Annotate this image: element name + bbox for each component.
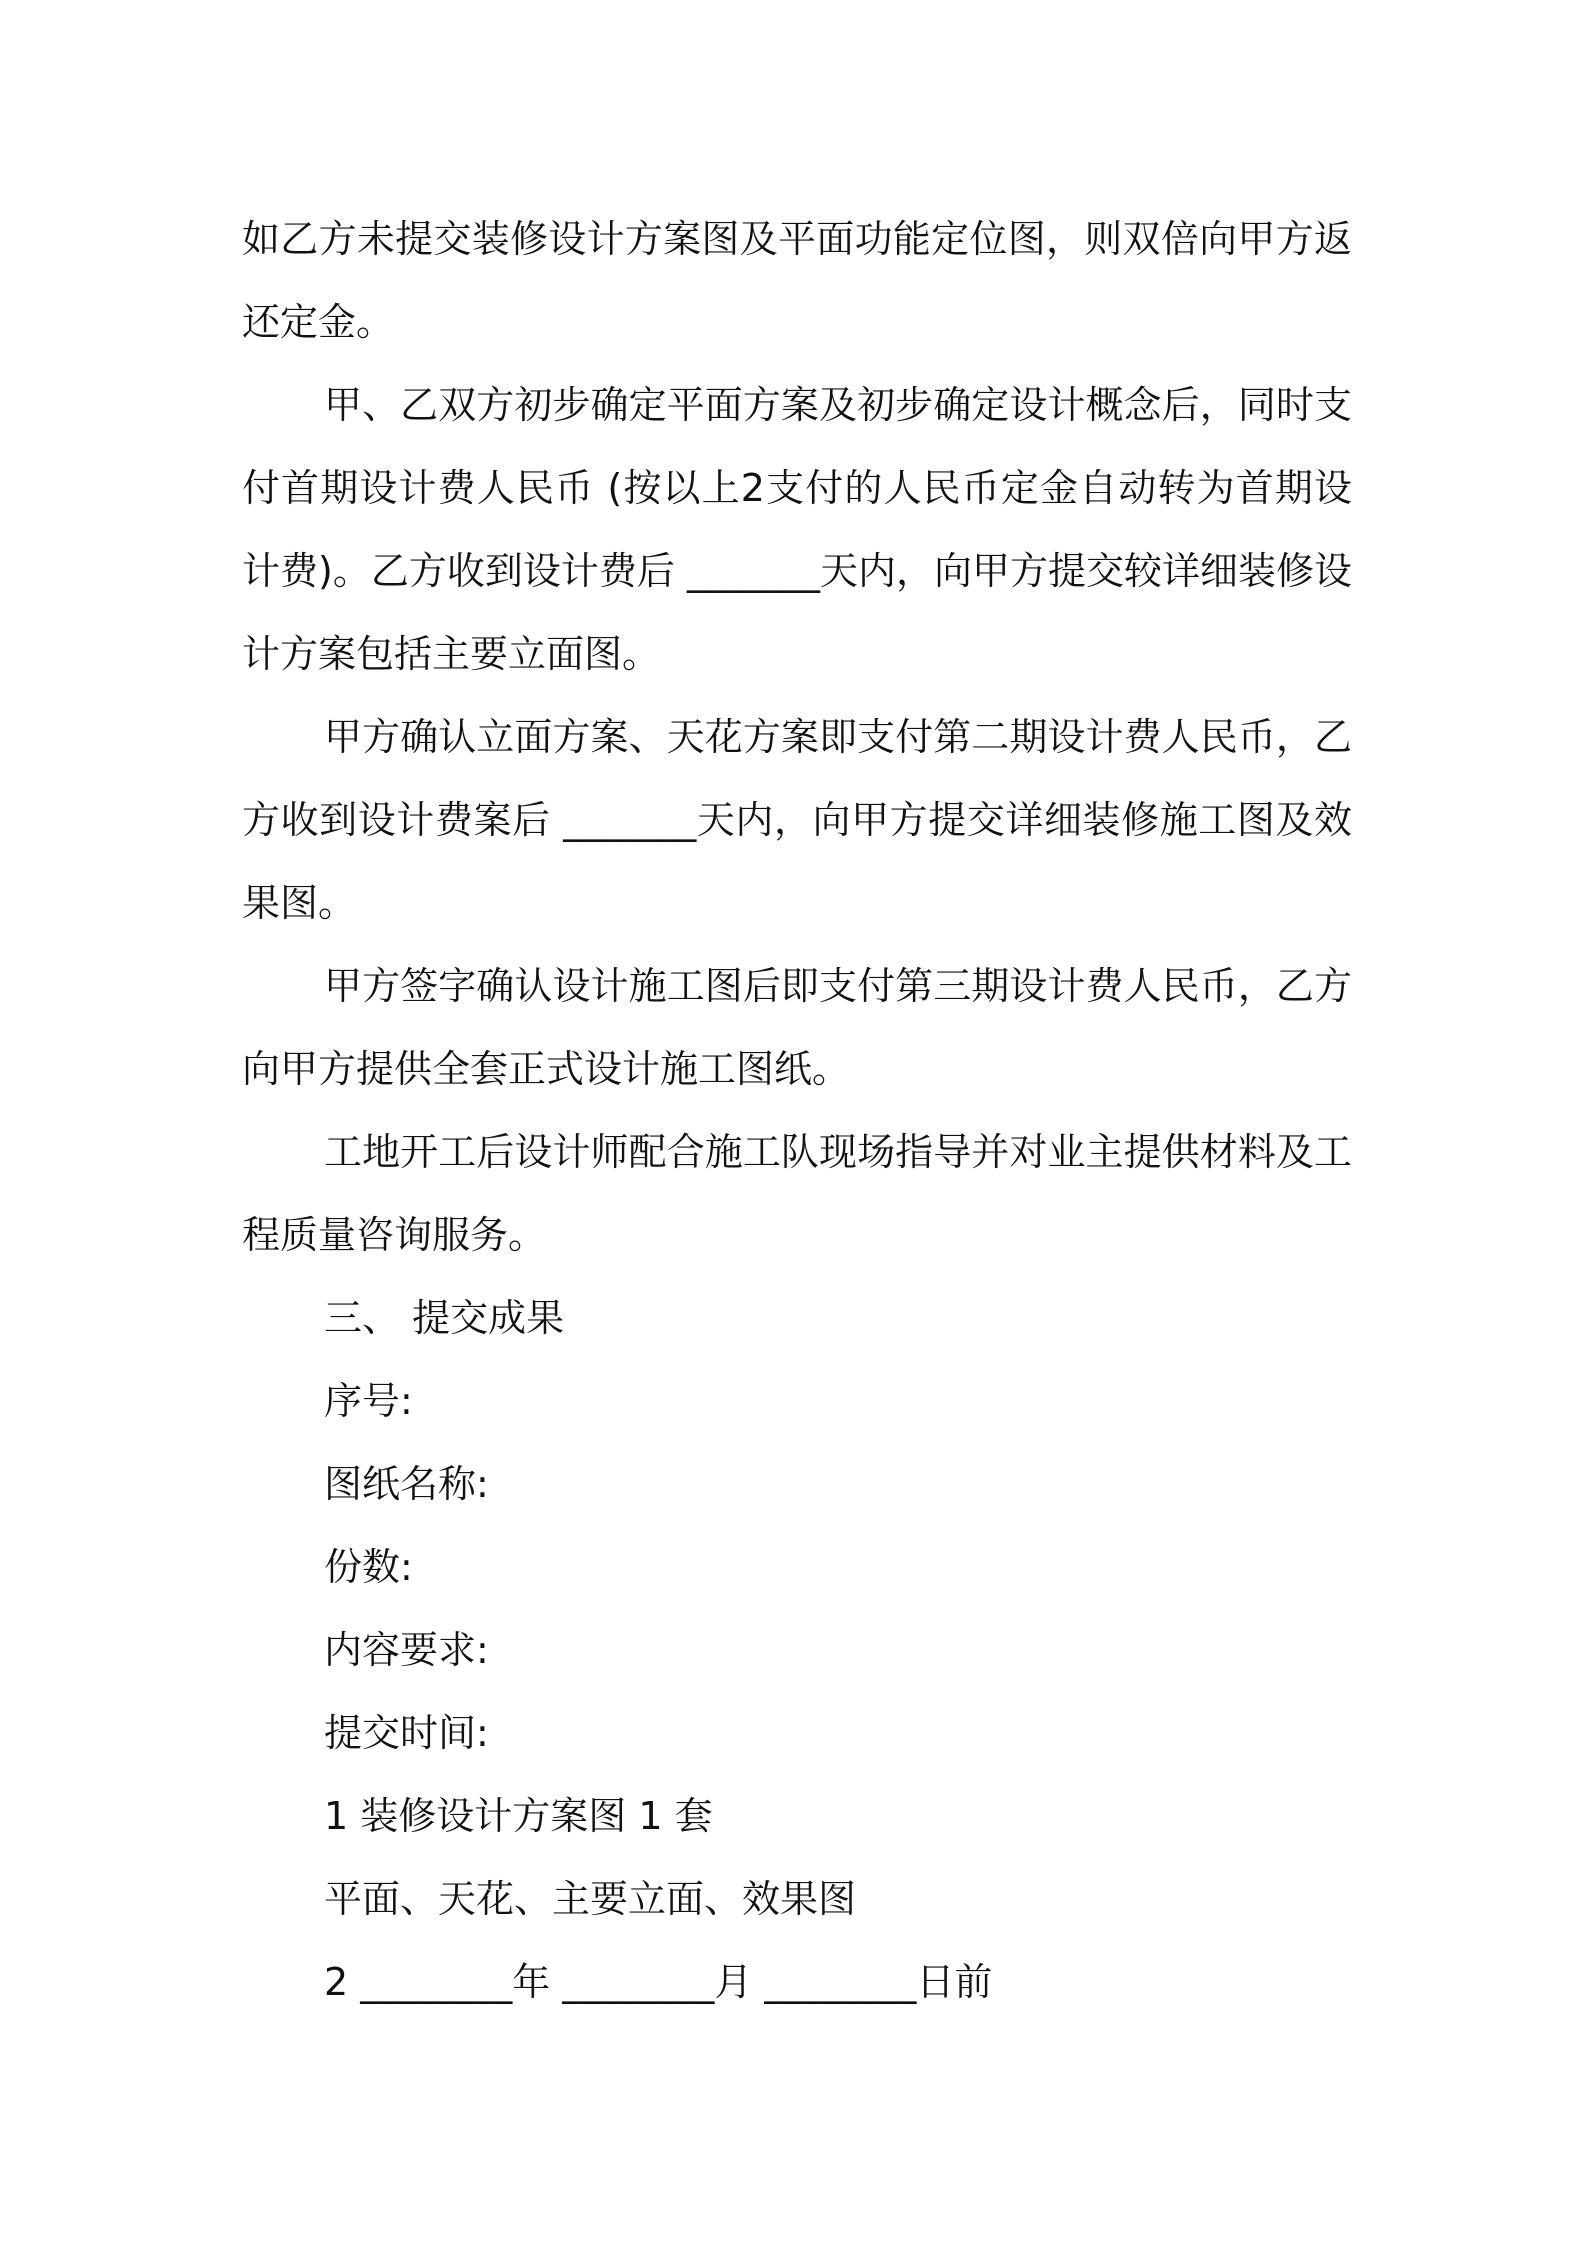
row-scheme-contents: 平面、天花、主要立面、效果图 [324, 1877, 857, 1921]
paragraph-first-payment: 甲、乙双方初步确定平面方案及初步确定设计概念后，同时支付首期设计费人民币 (按以上2支付的人民币定金自动转为首期设计费)。乙方收到设计费后 _______天内，向甲方提交较详细装修设计方案包括主要立面图。 [242, 383, 1352, 676]
section-heading: 三、 提交成果 [324, 1296, 565, 1340]
paragraph-third-payment: 甲方签字确认设计施工图后即支付第三期设计费人民币，乙方向甲方提供全套正式设计施工图纸。 [242, 964, 1352, 1091]
paragraph-site-guidance: 工地开工后设计师配合施工队现场指导并对业主提供材料及工程质量咨询服务。 [242, 1130, 1352, 1257]
field-submission-time: 提交时间: [324, 1711, 489, 1755]
row-date-blanks: 2 ________年 ________月 ________日前 [324, 1960, 993, 2004]
document-body [242, 198, 1352, 2024]
field-drawing-name: 图纸名称: [324, 1462, 489, 1506]
field-copies: 份数: [324, 1545, 413, 1589]
field-serial-number: 序号: [324, 1379, 413, 1423]
row-design-scheme: 1 装修设计方案图 1 套 [324, 1794, 713, 1838]
paragraph-deposit-return: 如乙方未提交装修设计方案图及平面功能定位图，则双倍向甲方返还定金。 [242, 217, 1352, 344]
field-content-requirements: 内容要求: [324, 1628, 489, 1672]
paragraph-second-payment: 甲方确认立面方案、天花方案即支付第二期设计费人民币，乙方收到设计费案后 _______天内，向甲方提交详细装修施工图及效果图。 [242, 715, 1352, 925]
